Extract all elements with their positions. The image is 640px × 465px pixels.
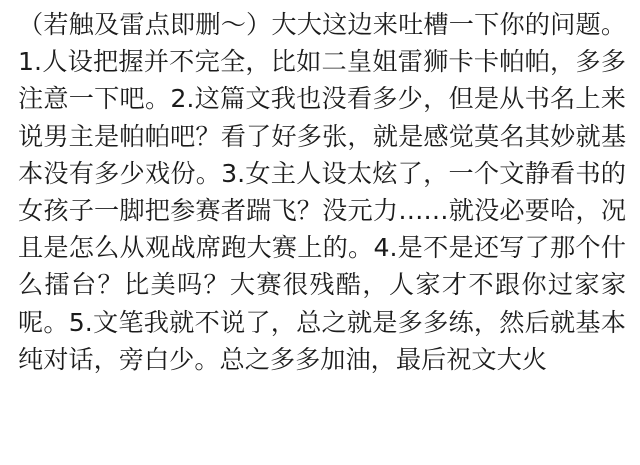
document-body-text: （若触及雷点即删～）大大这边来吐槽一下你的问题。1.人设把握并不完全，比如二皇姐雷狮卡卡帕帕，多多注意一下吧。2.这篇文我也没看多少，但是从书名上来说男主是帕帕吧？看了好多张，就是感觉莫名其妙就基本没有多少戏份。3.女主人设太炫了，一个文静看书的女孩子一脚把参赛者踹飞？没元力……就没必要哈，况且是怎么从观战席跑大赛上的。4.是不是还写了那个什么擂台？比美吗？大赛很残酷，人家才不跟你过家家呢。5.文笔我就不说了，总之就是多多练，然后就基本纯对话，旁白少。总之多多加油，最后祝文大火 xyxy=(18,10,626,374)
